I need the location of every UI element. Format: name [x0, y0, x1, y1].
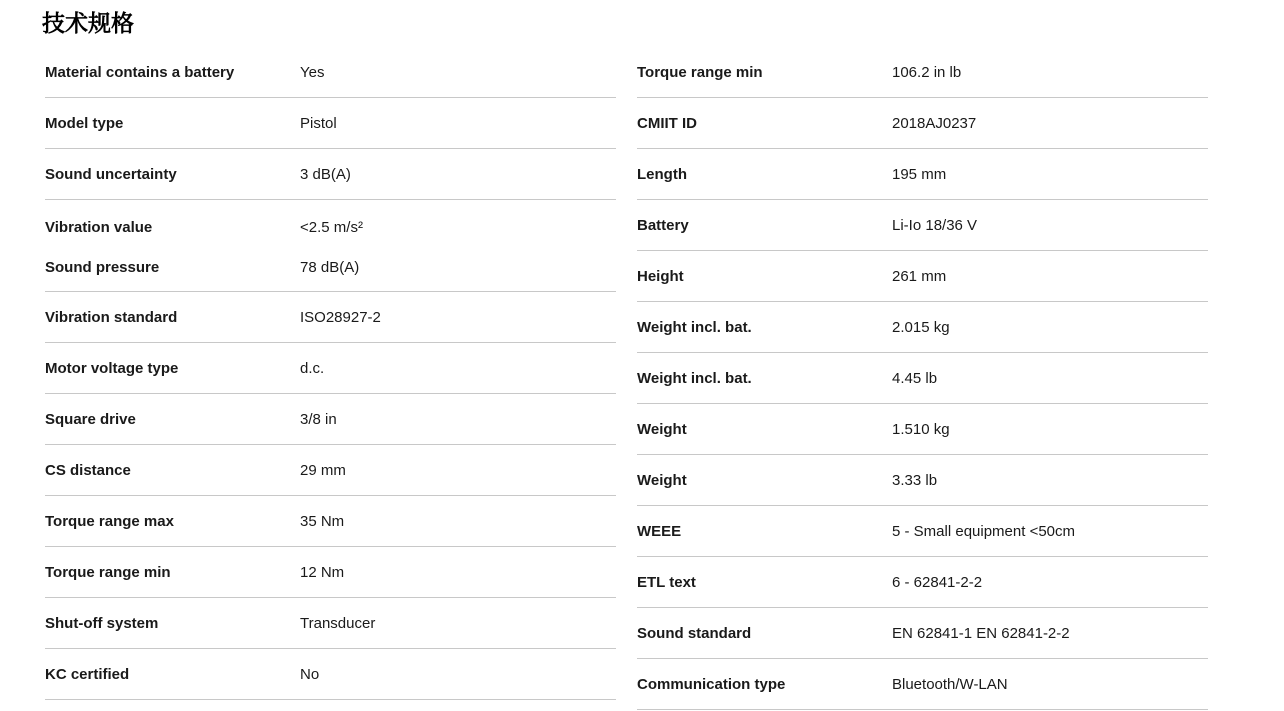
spec-pair — [45, 47, 616, 97]
spec-row — [45, 292, 616, 343]
spec-label: KC certified — [45, 665, 130, 683]
spec-label: ETL text — [637, 573, 696, 591]
spec-label: Sound uncertainty — [45, 165, 177, 183]
spec-row — [637, 659, 1208, 710]
spec-label: Communication type — [637, 675, 786, 693]
spec-value: 6 - 62841-2-2 — [892, 573, 983, 591]
spec-pair — [45, 598, 616, 648]
spec-value: <2.5 m/s² — [300, 218, 363, 236]
spec-row — [637, 404, 1208, 455]
spec-label: Height — [637, 267, 684, 285]
spec-pair — [637, 149, 1208, 199]
page-title: 技术规格 — [42, 10, 134, 36]
spec-row — [637, 455, 1208, 506]
spec-pair — [45, 247, 616, 287]
spec-value: 261 mm — [892, 267, 947, 285]
spec-label: Weight incl. bat. — [637, 369, 752, 387]
spec-label: Shut-off system — [45, 614, 159, 632]
spec-pair — [637, 98, 1208, 148]
spec-pair — [637, 200, 1208, 250]
spec-value: 5 - Small equipment <50cm — [892, 522, 1076, 540]
spec-label: Weight incl. bat. — [637, 318, 752, 336]
spec-value: 1.510 kg — [892, 420, 950, 438]
spec-pair — [637, 353, 1208, 403]
spec-columns — [45, 47, 1284, 710]
spec-label: Model type — [45, 114, 124, 132]
spec-label: Length — [637, 165, 687, 183]
spec-value: Yes — [300, 63, 325, 81]
spec-column-left — [45, 47, 616, 710]
spec-pair — [637, 608, 1208, 658]
spec-value: 3.33 lb — [892, 471, 938, 489]
spec-value: ISO28927-2 — [300, 308, 381, 326]
spec-row — [637, 200, 1208, 251]
spec-value: 2.015 kg — [892, 318, 950, 336]
spec-row — [45, 598, 616, 649]
spec-label: Motor voltage type — [45, 359, 179, 377]
spec-label: Torque range min — [637, 63, 763, 81]
spec-label: CMIIT ID — [637, 114, 697, 132]
spec-row — [45, 149, 616, 200]
spec-value: 195 mm — [892, 165, 947, 183]
spec-pair — [637, 659, 1208, 709]
spec-row — [637, 506, 1208, 557]
spec-label: Torque range min — [45, 563, 171, 581]
spec-row — [637, 47, 1208, 98]
spec-label: Battery — [637, 216, 689, 234]
spec-value: 3/8 in — [300, 410, 337, 428]
spec-pair — [637, 251, 1208, 301]
spec-pair — [45, 98, 616, 148]
spec-label: Vibration value — [45, 218, 153, 236]
spec-label: Torque range max — [45, 512, 174, 530]
spec-row — [637, 608, 1208, 659]
spec-value: d.c. — [300, 359, 325, 377]
spec-value: 35 Nm — [300, 512, 345, 530]
spec-label: Material contains a battery — [45, 63, 235, 81]
spec-pair — [637, 302, 1208, 352]
spec-pair — [637, 47, 1208, 97]
spec-value: Pistol — [300, 114, 337, 132]
spec-value: 106.2 in lb — [892, 63, 962, 81]
spec-pair — [637, 455, 1208, 505]
spec-row — [45, 47, 616, 98]
spec-pair — [45, 649, 616, 699]
spec-row — [637, 557, 1208, 608]
spec-pair — [637, 506, 1208, 556]
spec-row — [45, 98, 616, 149]
spec-row — [45, 547, 616, 598]
spec-label: Square drive — [45, 410, 136, 428]
spec-value: 2018AJ0237 — [892, 114, 977, 132]
spec-label: WEEE — [637, 522, 682, 540]
spec-label: Weight — [637, 420, 687, 438]
spec-pair — [637, 557, 1208, 607]
spec-pair — [45, 343, 616, 393]
spec-row — [45, 649, 616, 700]
spec-value: Bluetooth/W-LAN — [892, 675, 1008, 693]
spec-value: 12 Nm — [300, 563, 345, 581]
spec-pair — [45, 149, 616, 199]
spec-label: Weight — [637, 471, 687, 489]
spec-row — [45, 200, 616, 292]
spec-row — [637, 149, 1208, 200]
spec-row — [45, 394, 616, 445]
spec-pair — [637, 404, 1208, 454]
spec-value: EN 62841-1 EN 62841-2-2 — [892, 624, 1070, 642]
spec-value: Transducer — [300, 614, 376, 632]
spec-label: Sound standard — [637, 624, 752, 642]
spec-pair — [45, 394, 616, 444]
spec-column-right — [637, 47, 1208, 710]
spec-pair — [45, 496, 616, 546]
spec-value: Li-Io 18/36 V — [892, 216, 978, 234]
spec-row — [637, 98, 1208, 149]
spec-value: No — [300, 665, 320, 683]
spec-pair — [45, 292, 616, 342]
spec-value: 4.45 lb — [892, 369, 938, 387]
spec-label: CS distance — [45, 461, 131, 479]
spec-row — [637, 353, 1208, 404]
spec-pair — [45, 207, 616, 247]
spec-pair — [45, 547, 616, 597]
spec-value: 78 dB(A) — [300, 258, 360, 276]
spec-row — [45, 343, 616, 394]
spec-value: 29 mm — [300, 461, 346, 479]
spec-label: Sound pressure — [45, 258, 160, 276]
spec-row — [637, 251, 1208, 302]
spec-value: 3 dB(A) — [300, 165, 351, 183]
spec-pair — [45, 445, 616, 495]
spec-row — [637, 302, 1208, 353]
spec-label: Vibration standard — [45, 308, 178, 326]
spec-row — [45, 496, 616, 547]
spec-row — [45, 445, 616, 496]
